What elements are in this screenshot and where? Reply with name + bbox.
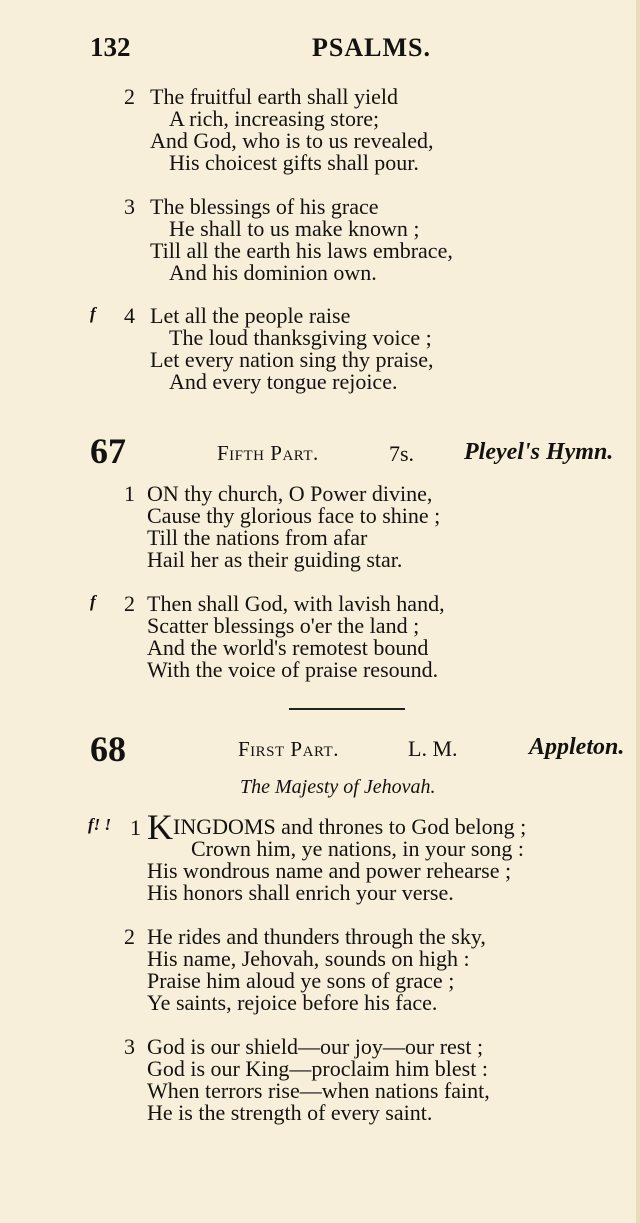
verse-line: Scatter blessings o'er the land ; [147,613,420,638]
verse-number: 2 [124,84,135,109]
verse-line: God is our King—proclaim him blest : [147,1056,488,1081]
hymn-number: 68 [90,729,126,769]
hymn-tune: Appleton. [529,734,625,760]
verse-line: His name, Jehovah, sounds on high : [147,946,470,971]
verse-line: And God, who is to us revealed, [150,128,434,153]
verse-number: 2 [124,591,135,616]
verse-line: Till all the earth his laws embrace, [150,238,453,263]
verse-line: Cause thy glorious face to shine ; [147,503,441,528]
verse-line: The blessings of his grace [150,194,379,219]
verse-line: Let all the people raise [150,303,351,328]
verse-line: His wondrous name and power rehearse ; [147,858,512,883]
verse-line: His honors shall enrich your verse. [147,880,454,905]
dynamic-mark: f [90,592,96,611]
verse-line: Till the nations from afar [147,525,368,550]
hymn-part: First Part. [238,737,339,761]
verse-line: He shall to us make known ; [169,216,420,241]
verse-line: And every tongue rejoice. [169,369,398,394]
verse-line: His choicest gifts shall pour. [169,150,419,175]
verse-number: 1 [124,481,135,506]
verse-line: Ye saints, rejoice before his face. [147,990,438,1015]
verse-line: God is our shield—our joy—our rest ; [147,1034,484,1059]
verse-number: 3 [124,194,135,219]
running-title: PSALMS. [312,33,431,62]
verse-line: ON thy church, O Power divine, [147,481,433,506]
verse-line: Crown him, ye nations, in your song : [191,836,525,861]
page-number: 132 [90,32,131,62]
verse-line: He rides and thunders through the sky, [147,924,486,949]
verse-line: The loud thanksgiving voice ; [169,325,432,350]
verse-number: 4 [124,303,135,328]
drop-cap: K [147,807,173,847]
hymn-meter: L. M. [408,736,458,761]
hymn-part: Fifth Part. [217,441,319,465]
hymn-subtitle: The Majesty of Jehovah. [240,776,436,798]
verse-line: Let every nation sing thy praise, [150,347,434,372]
hymn-meter: 7s. [389,441,415,466]
verse-number: 3 [124,1034,135,1059]
verse-number: 1 [130,815,141,840]
verse-line: When terrors rise—when nations faint, [147,1078,490,1103]
verse-line: Praise him aloud ye sons of grace ; [147,968,455,993]
dynamic-mark: f [90,304,96,323]
hymn-number: 67 [90,431,126,471]
verse-line: Hail her as their guiding star. [147,547,403,572]
verse-line: The fruitful earth shall yield [150,84,399,109]
hymn-tune: Pleyel's Hymn. [464,439,614,465]
verse-line: And the world's remotest bound [147,635,429,660]
verse-line: INGDOMS and thrones to God belong ; [173,814,527,839]
section-divider [289,708,405,710]
verse-line: A rich, increasing store; [169,106,380,131]
verse-line: With the voice of praise resound. [147,657,439,682]
verse-line: And his dominion own. [169,260,377,285]
verse-number: 2 [124,924,135,949]
dynamic-mark: f! ! [88,815,112,834]
verse-line: He is the strength of every saint. [147,1100,433,1125]
page-edge [636,0,640,1223]
verse-line: Then shall God, with lavish hand, [147,591,445,616]
